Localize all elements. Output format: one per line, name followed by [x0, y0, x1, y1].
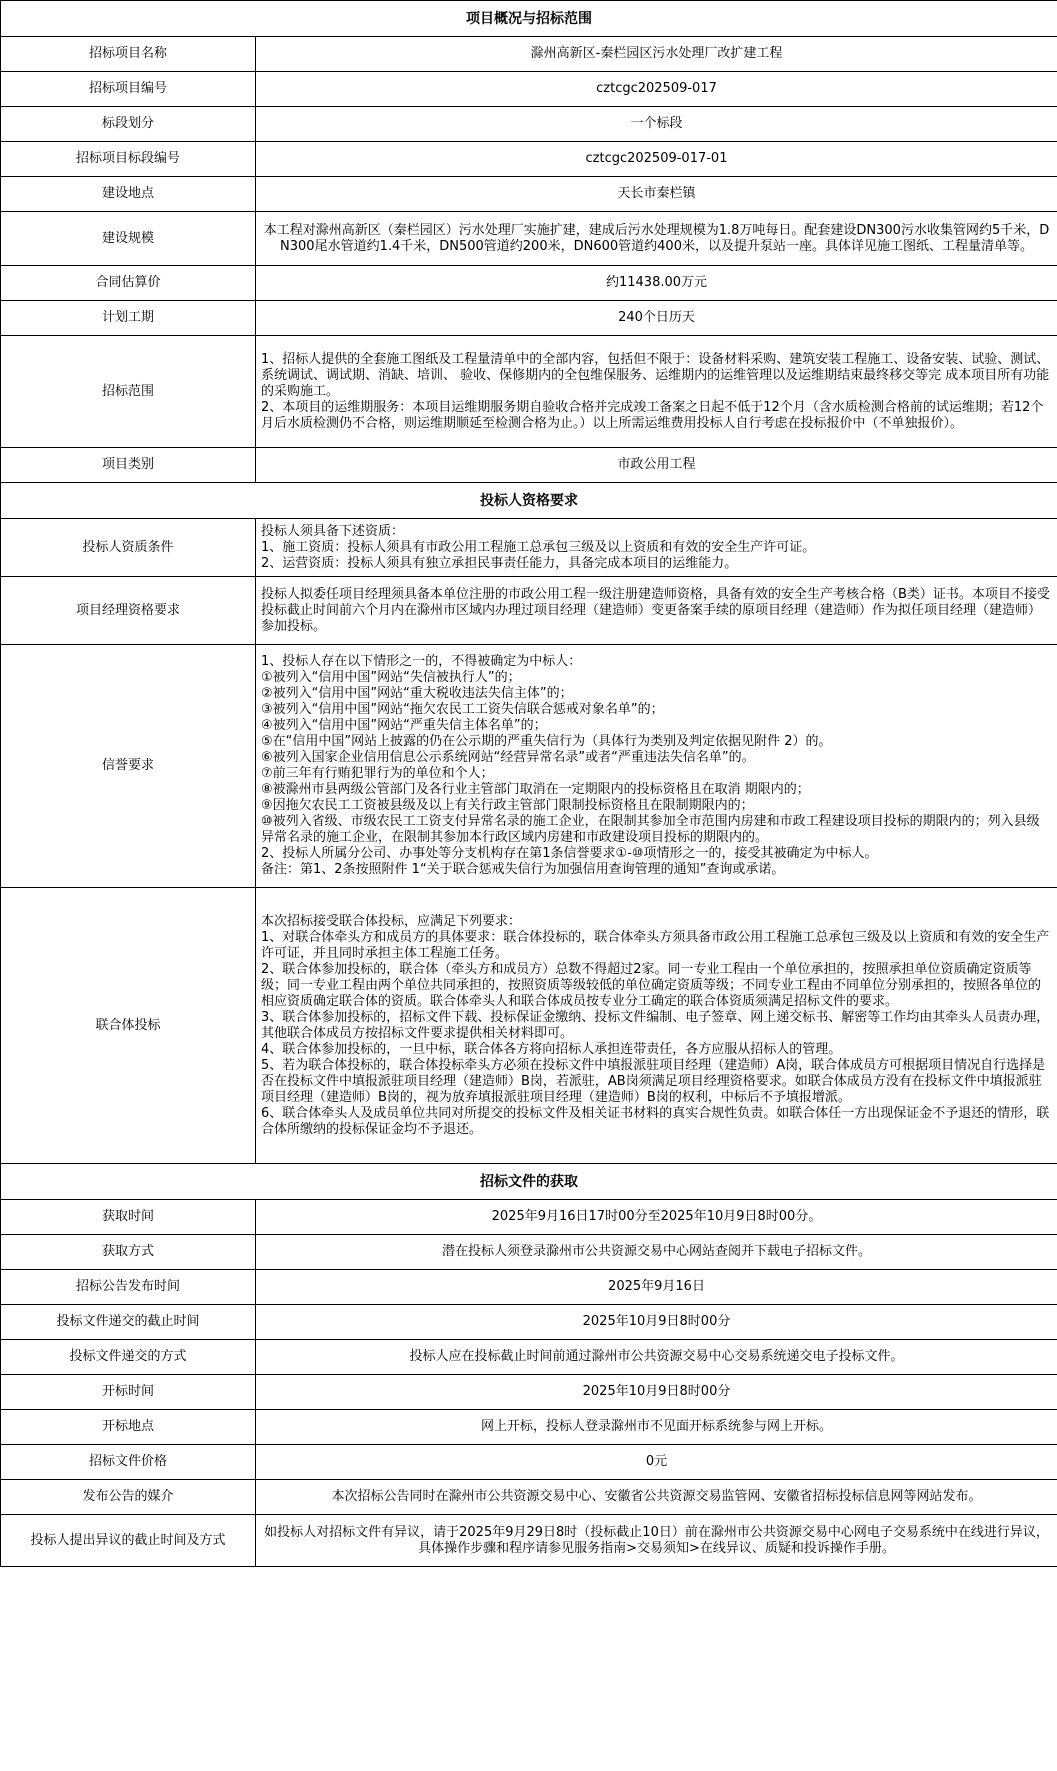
table-row	[1, 448, 1057, 483]
row-label: 获取方式	[1, 1235, 256, 1270]
value-line: cztcgc202509-017-01	[585, 151, 728, 166]
table-row	[1, 645, 1057, 888]
row-label: 项目类别	[1, 448, 256, 483]
value-line: 市政公用工程	[617, 457, 696, 472]
value-line: 4、联合体参加投标的，一旦中标，联合体各方将向招标人承担连带责任，各方应服从招标人的管理。	[261, 1041, 842, 1057]
row-label: 标段划分	[1, 107, 256, 142]
value-line: ⑥被列入国家企业信用信息公示系统网站“经营异常名录”或者“严重违法失信名单”的。	[261, 750, 755, 765]
row-label: 开标地点	[1, 1410, 256, 1445]
row-value	[256, 888, 1057, 1164]
value-line: ⑦前三年有行贿犯罪行为的单位和个人；	[261, 766, 494, 781]
value-line: 本次招标公告同时在滁州市公共资源交易中心、安徽省公共资源交易监管网、安徽省招标投标信息网等网站发布。	[331, 1489, 982, 1504]
row-label: 投标人提出异议的截止时间及方式	[1, 1515, 256, 1567]
row-value	[256, 1200, 1057, 1235]
value-line: 一个标段	[630, 116, 683, 131]
row-label: 发布公告的媒介	[1, 1480, 256, 1515]
value-line: 2025年10月9日8时00分	[582, 1314, 731, 1329]
value-line: 2、联合体参加投标的，联合体（牵头方和成员方）总数不得超过2家。同一专业工程由一个单位承担的，按照承担单位资质确定资质等级；同一专业工程由两个单位共同承担的，按照资质等级较低的单位确定资质等级；不同专业工程由不同单位分别承担的，按照各单位的相应资质确定联合体的资质。联合体牵头人和联合体成员按专业分工确定的联合体资质须满足招标文件的要求。	[261, 961, 1042, 1009]
table-row	[1, 1200, 1057, 1235]
row-label: 招标项目名称	[1, 37, 256, 72]
section-header-row	[1, 483, 1057, 519]
row-value	[256, 1480, 1057, 1515]
row-value	[256, 1235, 1057, 1270]
row-label: 信誉要求	[1, 645, 256, 888]
section-header-row	[1, 1164, 1057, 1200]
table-row	[1, 37, 1057, 72]
value-line: 2025年10月9日8时00分	[582, 1384, 731, 1399]
row-value	[256, 177, 1057, 212]
value-line: 约11438.00万元	[605, 275, 708, 290]
section-title: 招标文件的获取	[1, 1164, 1057, 1200]
value-line: 潜在投标人须登录滁州市公共资源交易中心网站查阅并下载电子招标文件。	[441, 1244, 871, 1259]
table-row	[1, 301, 1057, 336]
row-value	[256, 212, 1057, 266]
row-label: 项目经理资格要求	[1, 577, 256, 645]
value-line: 投标人应在投标截止时间前通过滁州市公共资源交易中心交易系统递交电子投标文件。	[409, 1349, 904, 1364]
table-row	[1, 107, 1057, 142]
value-line: 1、投标人存在以下情形之一的，不得被确定为中标人：	[261, 654, 582, 669]
value-line: 2、本项目的运维期服务：本项目运维期服务期自验收合格并完成竣工备案之日起不低于12个月（含水质检测合格前的试运维期；若12个月后水质检测仍不合格，则运维期顺延至检测合格为止。）以上所需运维费用投标人自行考虑在投标报价中（不单独报价）。	[261, 399, 1044, 431]
value-line: 1、对联合体牵头方和成员方的具体要求：联合体投标的，联合体牵头方须具备市政公用工程施工总承包三级及以上资质和有效的安全生产许可证，并且同时承担主体工程施工任务。	[261, 929, 1050, 961]
table-row	[1, 72, 1057, 107]
table-row	[1, 1410, 1057, 1445]
table-row	[1, 177, 1057, 212]
row-value	[256, 37, 1057, 72]
row-label: 招标范围	[1, 336, 256, 448]
row-label: 投标文件递交的方式	[1, 1340, 256, 1375]
row-label: 获取时间	[1, 1200, 256, 1235]
value-line: 天长市秦栏镇	[617, 186, 696, 201]
row-value	[256, 72, 1057, 107]
value-line: ④被列入“信用中国”网站“严重失信主体名单”的；	[261, 718, 547, 733]
value-line: 投标人拟委任项目经理须具备本单位注册的市政公用工程一级注册建造师资格，具备有效的安全生产考核合格（B类）证书。本项目不接受投标截止时间前六个月内在滁州市区域内办理过项目经理（建造师）变更备案手续的原项目经理（建造师）作为拟任项目经理（建造师）参加投标。	[261, 586, 1050, 634]
row-value	[256, 1270, 1057, 1305]
value-line: 网上开标，投标人登录滁州市不见面开标系统参与网上开标。	[480, 1419, 832, 1434]
table-row	[1, 577, 1057, 645]
row-label: 开标时间	[1, 1375, 256, 1410]
row-value	[256, 336, 1057, 448]
table-row	[1, 266, 1057, 301]
row-label: 建设地点	[1, 177, 256, 212]
row-value	[256, 1445, 1057, 1480]
value-line: 备注：第1、2条按照附件 1“关于联合惩戒失信行为加强信用查询管理的通知”查询或承诺。	[261, 862, 785, 877]
value-line: cztcgc202509-017	[596, 81, 717, 96]
value-line: 本次招标接受联合体投标，应满足下列要求：	[261, 913, 522, 929]
value-line: 2、投标人所属分公司、办事处等分支机构存在第1条信誉要求①-⑩项情形之一的，接受其被确定为中标人。	[261, 846, 878, 861]
row-label: 招标项目编号	[1, 72, 256, 107]
value-line: ③被列入“信用中国”网站“拖欠农民工工资失信联合惩戒对象名单”的；	[261, 702, 664, 717]
row-value	[256, 107, 1057, 142]
value-line: ⑧被滁州市县两级公管部门及各行业主管部门取消在一定期限内的投标资格且在取消 期限内的；	[261, 782, 810, 797]
row-value	[256, 1305, 1057, 1340]
table-row	[1, 1515, 1057, 1567]
table-row	[1, 1375, 1057, 1410]
value-line: 2、运营资质：投标人须具有独立承担民事责任能力，具备完成本项目的运维能力。	[261, 555, 738, 571]
section-title: 项目概况与招标范围	[1, 1, 1057, 37]
row-value	[256, 142, 1057, 177]
row-value	[256, 1515, 1057, 1567]
table-row	[1, 1445, 1057, 1480]
row-label: 投标文件递交的截止时间	[1, 1305, 256, 1340]
row-label: 联合体投标	[1, 888, 256, 1164]
table-row	[1, 1480, 1057, 1515]
row-label: 合同估算价	[1, 266, 256, 301]
row-value	[256, 577, 1057, 645]
table-row	[1, 336, 1057, 448]
value-line: 如投标人对招标文件有异议，请于2025年9月29日8时（投标截止10日）前在滁州市公共资源交易中心网电子交易系统中在线进行异议，具体操作步骤和程序请参见服务指南>交易须知>在线异议、质疑和投诉操作手册。	[264, 1524, 1049, 1556]
table-row	[1, 888, 1057, 1164]
row-value	[256, 645, 1057, 888]
row-value	[256, 448, 1057, 483]
value-line: ②被列入“信用中国”网站“重大税收违法失信主体”的；	[261, 686, 573, 701]
value-line: 1、施工资质：投标人须具有市政公用工程施工总承包三级及以上资质和有效的安全生产许可证。	[261, 539, 816, 555]
row-label: 建设规模	[1, 212, 256, 266]
table-row	[1, 1305, 1057, 1340]
table-row	[1, 142, 1057, 177]
value-line: 投标人须具备下述资质：	[261, 523, 405, 539]
value-line: ⑩被列入省级、市级农民工工资支付异常名录的施工企业，在限制其参加全市范围内房建和市政工程建设项目投标的期限内的；列入县级异常名录的施工企业，在限制其参加本行政区域内房建和市政建设项目投标的期限内的。	[261, 814, 1040, 845]
table-row	[1, 1270, 1057, 1305]
value-line: 2025年9月16日	[608, 1279, 705, 1294]
row-value	[256, 519, 1057, 577]
table-row	[1, 1340, 1057, 1375]
value-line: 1、招标人提供的全套施工图纸及工程量清单中的全部内容，包括但不限于：设备材料采购、建筑安装工程施工、设备安装、试验、测试、系统调试、调试期、消缺、培训、 验收、保修期内的全包维保服务、运维期内的运维管理以及运维期结束最终移交等完 成本项目所有功能的采购施工。	[261, 351, 1050, 399]
row-label: 计划工期	[1, 301, 256, 336]
row-label: 招标文件价格	[1, 1445, 256, 1480]
row-value	[256, 1375, 1057, 1410]
row-label: 招标公告发布时间	[1, 1270, 256, 1305]
value-line: 0元	[645, 1454, 668, 1469]
value-line: 本工程对滁州高新区（秦栏园区）污水处理厂实施扩建，建成后污水处理规模为1.8万吨每日。配套建设DN300污水收集管网约5千米，DN300尾水管道约1.4千米，DN500管道约200米，DN600管道约400米，以及提升泵站一座。具体详见施工图纸、工程量清单等。	[263, 222, 1050, 254]
row-value	[256, 301, 1057, 336]
value-line: ⑤在“信用中国”网站上披露的仍在公示期的严重失信行为（具体行为类别及判定依据见附件 2）的。	[261, 734, 832, 749]
value-line: ①被列入“信用中国”网站“失信被执行人”的；	[261, 670, 521, 685]
value-line: 2025年9月16日17时00分至2025年10月9日8时00分。	[491, 1209, 822, 1224]
value-line: 滁州高新区-秦栏园区污水处理厂改扩建工程	[530, 46, 783, 61]
value-line: 3、联合体参加投标的，招标文件下载、投标保证金缴纳、投标文件编制、电子签章、网上递交标书、解密等工作均由其牵头人员责办理，其他联合体成员方按招标文件要求提供相关材料即可。	[261, 1009, 1050, 1041]
section-title: 投标人资格要求	[1, 483, 1057, 519]
value-line: 240个日历天	[618, 310, 695, 325]
row-label: 招标项目标段编号	[1, 142, 256, 177]
row-label: 投标人资质条件	[1, 519, 256, 577]
table-row	[1, 519, 1057, 577]
value-line: ⑨因拖欠农民工工资被县级及以上有关行政主管部门限制投标资格且在限制期限内的；	[261, 798, 754, 813]
section-header-row	[1, 1, 1057, 37]
row-value	[256, 1410, 1057, 1445]
table-row	[1, 212, 1057, 266]
value-line: 5、若为联合体投标的，联合体投标牵头方必须在投标文件中填报派驻项目经理（建造师）A岗，联合体成员方可根据项目情况自行选择是否在投标文件中填报派驻项目经理（建造师）B岗，若派驻，AB岗须满足项目经理资格要求。如联合体成员方没有在投标文件中填报派驻项目经理（建造师）B岗的，视为放弃填报派驻项目经理（建造师）B岗的权利，中标后不予填报增派。	[261, 1057, 1046, 1105]
table-row	[1, 1235, 1057, 1270]
value-line: 6、联合体牵头人及成员单位共同对所提交的投标文件及相关证书材料的真实合规性负责。如联合体任一方出现保证金不予退还的情形，联合体所缴纳的投标保证金均不予退还。	[261, 1105, 1050, 1137]
row-value	[256, 266, 1057, 301]
row-value	[256, 1340, 1057, 1375]
